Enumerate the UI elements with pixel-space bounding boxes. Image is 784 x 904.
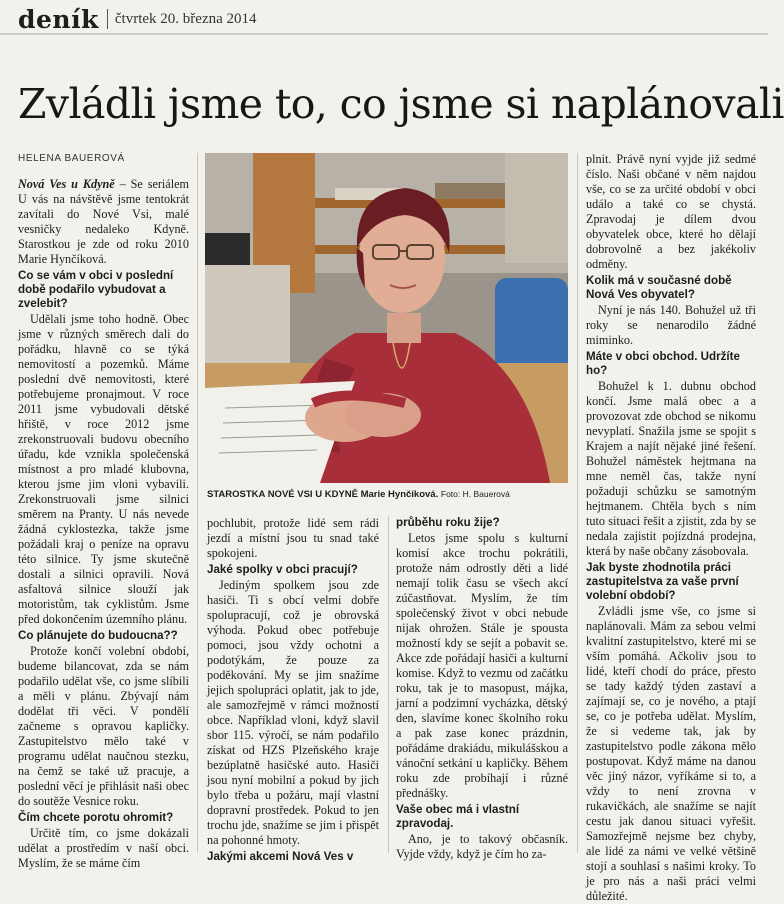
article-column-4 <box>586 152 756 903</box>
question-heading: Co plánujete do budoucna?? <box>18 629 178 642</box>
answer-paragraph: Udělali jsme toho hodně. Obec jsme v různých směrech dali do pořádku, hlavně co se týká nemovitostí a pozemků. Máme poslední dvě nemovitosti, které potřebujeme pronajmout. V roce 2011 jsme vybudovali dětské hřiště, v roce 2012 jsme zrekonstruovali budovu obecního úřadu, kde vznikla společenská místnost a pro mladé klubovna, kterou jsme jim vloni vybavili. Zrekonstruovali jsme silnici směrem na Pranty. U nás nevede žádná cyklostezka, takže jsme požádali kraj o peníze na opravu této silnice. Ty jsme skutečně dostali a silnici opravili. Nová asfaltová silnice slouží jak motoristům, tak cyklistům. Jsme před dokončením územního plánu. <box>18 312 189 626</box>
masthead <box>18 4 257 34</box>
question-heading: Co se vám v obci v poslední době podařilo vybudovat a zvelebit? <box>18 269 174 310</box>
question-heading-continuation: průběhu roku žije? <box>396 516 500 529</box>
answer-continuation: plnit. Právě nyní vyjde již sedmé číslo. Naši občané v něm najdou vše, co se za určité období v obci událo a také co se chystá. Zpravodaj je dílem dvou obyvatelek obce, které ho dělají dobrovolně a bez jakékoliv odměny. <box>586 152 756 271</box>
photo-credit: Foto: H. Bauerová <box>440 489 510 499</box>
answer-paragraph: Protože končí volební období, budeme bilancovat, zda se nám podařilo udělat vše, co jsme slíbili a měli v plánu. Zbývají nám dodělat tři věci. V pondělí začneme s opravou kapličky. Zastupitelstvo mělo také v programu udělat naučnou stezku, na čemž se také už pracuje, a poslední věcí je přihlásit naši obec do soutěže Vesnice roku. <box>18 644 189 808</box>
column-divider <box>577 153 578 853</box>
masthead-divider <box>107 9 108 29</box>
question-heading: Vaše obec má i vlastní zpravodaj. <box>396 803 520 830</box>
question-heading: Jaké spolky v obci pracují? <box>207 563 358 576</box>
article-column-1 <box>18 177 189 870</box>
question-heading: Máte v obci obchod. Udržíte ho? <box>586 350 740 377</box>
lead-text: – Se seriálem U vás na návštěvě jsme tentokrát zavítali do Nové Vsi, malé vesničky nedaleko Kdyně. Starostkou je zde od roku 2010 Marie Hynčíková. <box>18 177 189 266</box>
answer-paragraph: Určitě tím, co jsme dokázali udělat a prostředím v naší obci. Myslím, že se máme čím <box>18 826 189 870</box>
answer-paragraph: Bohužel k 1. dubnu obchod končí. Jsme malá obec a a provozovat zde obchod se nikomu nevyplatí. Snažila jsme se spojit s Krajem a najít nějaké jiné řešení. Bohužel náměstek hejtmana na mne neměl čas, takže nyní požaduji schůzku se samotným hejtmanem. Chtěla bych s ním tuto situaci řešit a zjistit, zda by se nedala zajistit pojízdná prodejna, která by naše občany zásobovala. <box>586 379 756 558</box>
answer-paragraph: Letos jsme spolu s kulturní komisí akce trochu pokrátili, protože nám odrostly děti a lidé nemají tolik času se všech akcí zúčastňovat. Myslím, že tím společenský život v obci nebude nijak ohrožen. Stále je spousta možností kdy se sejít a pobavit se. Akce zde pořádají hasiči a kulturní komise. Když to vezmu od začátku roku, tak je to masopust, májka, jarní a podzimní vycházka, dětský den, slavíme konec školního roku a pak zase konec prázdnin, pořádáme drakiádu, mikulášskou a vánoční setkání u kapličky. Během roku zde probíhají i různé přednášky. <box>396 531 568 800</box>
question-heading: Jak byste zhodnotila práci zastupitelstva za vaše první volební období? <box>586 561 739 602</box>
newspaper-logo: deník <box>18 4 99 34</box>
question-heading: Kolik má v současné době Nová Ves obyvatel? <box>586 274 732 301</box>
column-divider <box>197 153 198 853</box>
lead-paragraph <box>18 177 189 267</box>
author-byline: HELENA BAUEROVÁ <box>18 153 125 164</box>
lead-place: Nová Ves u Kdyně <box>18 177 115 191</box>
answer-paragraph: Nyní je nás 140. Bohužel už tři roky se nenarodilo žádné miminko. <box>586 303 756 347</box>
question-heading: Čím chcete porotu ohromit? <box>18 811 174 824</box>
photo-caption <box>207 488 572 501</box>
header-rule <box>0 33 768 35</box>
article-column-2 <box>207 516 379 863</box>
mayor-photo <box>205 153 568 483</box>
answer-paragraph: Jediným spolkem jsou zde hasiči. Ti s obcí velmi dobře spolupracují, což je obrovská výhoda. Pokud obec potřebuje pomoci, jsou vždy ochotni a podotýkám, že pouze za poděkování. My se jim snažíme jejich spolupráci oplatit, jak to jde, ale samozřejmě v rámci možností obce. Například vloni, když slavil sbor 115. výročí, se nám podařilo získat od HZS Plzeňského kraje bezúplatně hasičské auto. Hasiči jsou nyní mobilní a pokud by jich bylo třeba u požáru, mají vlastní dopravní prostředek. Pokud to jen trochu jde, snažíme se jim i přispět na pohonné hmoty. <box>207 578 379 847</box>
caption-text: STAROSTKA NOVÉ VSI U KDYNĚ Marie Hynčíková. <box>207 489 439 500</box>
answer-paragraph: Zvládli jsme vše, co jsme si naplánovali. Mám za sebou velmi kvalitní zastupitelstvo, které mi se vším pomáhá. Ačkoliv jsou to lidé, kteří chodí do práce, přesto se tady každý týden zastaví a zajímají se, co je nového, a ptají se, co je potřeba udělat. Myslím, že si vedeme tak, jak by zastupitelstvo podle zákona mělo postupovat. Když máme na danou věc jiný názor, vyříkáme si to, a vždy to není zrovna v rukavičkách, ale snažíme se najít cestu jak danou situaci vyřešit. Samozřejmě nejsme bez chyby, ale lidé za námi ve velké většině stojí a souhlasí s našimi kroky. To je pro nás a naši práci velmi důležité. <box>586 604 756 903</box>
article-title: Zvládli jsme to, co jsme si naplánovali <box>18 80 784 128</box>
question-heading: Jakými akcemi Nová Ves v <box>207 850 354 863</box>
column-divider <box>388 516 389 853</box>
answer-paragraph: Ano, je to takový občasník. Vyjde vždy, když je čím ho za- <box>396 832 568 861</box>
issue-date: čtvrtek 20. března 2014 <box>114 10 257 27</box>
answer-continuation: pochlubit, protože lidé sem rádi jezdí a místní jsou tu snad také spokojeni. <box>207 516 379 560</box>
article-column-3 <box>396 516 568 861</box>
